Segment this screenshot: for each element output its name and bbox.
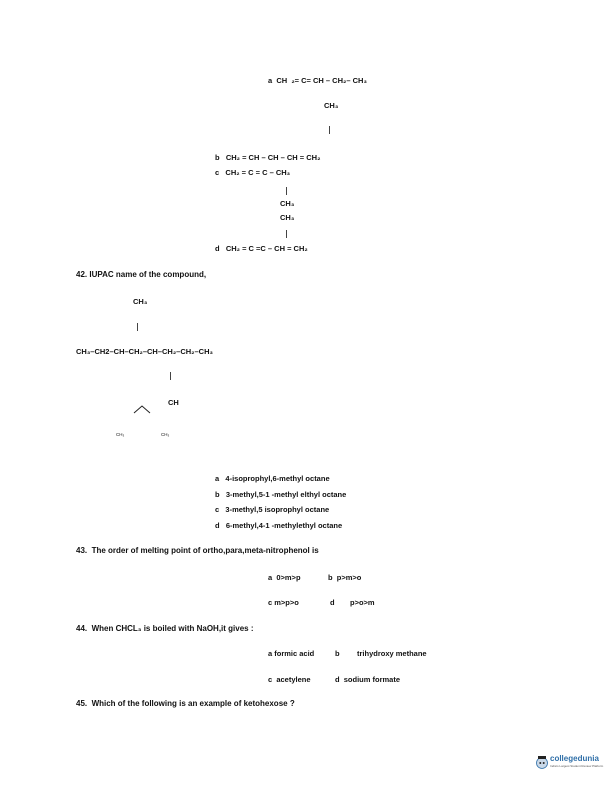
q42-methyl-left: CH₃: [116, 432, 125, 437]
q43-option-b: b p>m>o: [328, 573, 362, 582]
q42-question: 42. IUPAC name of the compound,: [76, 270, 207, 279]
bond-line: [286, 230, 287, 238]
q42-methyl-right: CH₃: [161, 432, 170, 437]
bond-line: [170, 372, 171, 380]
q43-option-c: c m>p>o: [268, 598, 299, 607]
q45-question: 45. Which of the following is an example of ketohexose ?: [76, 699, 295, 708]
q44-option-b-label: b: [335, 649, 340, 658]
bond-line: [137, 323, 138, 331]
isopropyl-bond-icon: [132, 403, 158, 415]
collegedunia-logo: [536, 753, 606, 773]
q44-question: 44. When CHCL₃ is boiled with NaOH,it gives :: [76, 624, 254, 633]
q41-option-c-branch1: CH₃: [280, 199, 295, 208]
q44-option-b-value: trihydroxy methane: [357, 649, 427, 658]
q43-option-d-value: p>o>m: [350, 598, 375, 607]
q41-option-d: d CH₂ = C =C – CH = CH₂: [215, 244, 308, 253]
q42-option-c: c 3-methyl,5 isoprophyl octane: [215, 505, 330, 514]
q42-sub-branch: CH: [168, 398, 179, 407]
q44-option-d: d sodium formate: [335, 675, 401, 684]
logo-subtitle: India's Largest Student Review Platform: [550, 764, 604, 768]
q44-option-c: c acetylene: [268, 675, 311, 684]
q41-option-c-branch2: CH₃: [280, 213, 295, 222]
q42-top-branch: CH₃: [133, 297, 148, 306]
q41-option-a: a CH ₂= C= CH – CH₂– CH₃: [268, 76, 367, 85]
q43-question: 43. The order of melting point of ortho,para,meta-nitrophenol is: [76, 546, 319, 555]
logo-text: collegedunia: [550, 754, 599, 763]
q43-option-a: a 0>m>p: [268, 573, 301, 582]
bond-line: [286, 187, 287, 195]
q43-option-d-label: d: [330, 598, 335, 607]
q41-option-c: c CH₂ = C = C – CH₃: [215, 168, 291, 177]
q42-option-d: d 6-methyl,4-1 -methylethyl octane: [215, 521, 343, 530]
q42-option-a: a 4-isoprophyl,6-methyl octane: [215, 474, 330, 483]
q41-option-b: b CH₂ = CH – CH – CH = CH₂: [215, 153, 321, 162]
q42-main-chain: CH₃–CH2–CH–CH₂–CH–CH₂–CH₂–CH₃: [76, 347, 213, 356]
mascot-icon: [536, 754, 548, 772]
q44-option-a: a formic acid: [268, 649, 315, 658]
q41-option-a-branch: CH₃: [324, 101, 339, 110]
q42-option-b: b 3-methyl,5-1 -methyl elthyl octane: [215, 490, 347, 499]
bond-line: [329, 126, 330, 134]
